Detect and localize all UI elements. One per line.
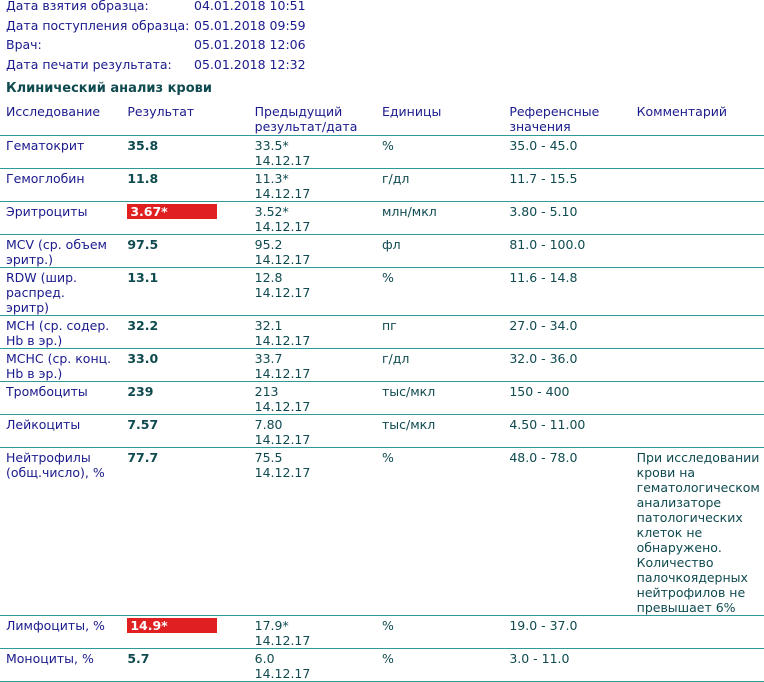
reference-cell: [509, 615, 636, 648]
previous-value: 95.2: [254, 236, 283, 252]
previous-value: 75.5: [254, 449, 283, 465]
result-cell: [127, 168, 254, 201]
comment-cell: [637, 648, 764, 681]
reference-range: 27.0 - 34.0: [509, 317, 578, 333]
result-value: 35.8: [127, 137, 159, 153]
test-name: Эритроциты: [6, 203, 88, 219]
header-reference: [509, 102, 636, 135]
table-row: [0, 447, 764, 615]
units-cell: [382, 315, 509, 348]
test-name: Гемоглобин: [6, 170, 85, 186]
test-name-cell: [0, 315, 127, 348]
test-name-cell: [0, 267, 127, 315]
header-reference-line1: Референсные: [509, 104, 600, 119]
test-name-line2: эритр): [6, 299, 50, 315]
units-cell: [382, 168, 509, 201]
table-row: [0, 348, 764, 381]
reference-cell: [509, 168, 636, 201]
comment-cell: [637, 315, 764, 348]
comment-cell: [637, 201, 764, 234]
test-name-cell: [0, 648, 127, 681]
previous-date: 14.12.17: [254, 284, 311, 300]
header-reference-line2: значения: [509, 119, 571, 134]
result-value: 7.57: [127, 416, 159, 432]
table-row: [0, 414, 764, 447]
test-name-cell: [0, 414, 127, 447]
result-cell: [127, 381, 254, 414]
result-value: 239: [127, 383, 154, 399]
reference-range: 150 - 400: [509, 383, 570, 399]
previous-date: 14.12.17: [254, 632, 311, 648]
previous-value: 32.1: [254, 317, 283, 333]
reference-cell: [509, 381, 636, 414]
previous-date: 14.12.17: [254, 185, 311, 201]
test-name: Гематокрит: [6, 137, 85, 153]
result-value: 77.7: [127, 449, 159, 465]
test-name-cell: [0, 168, 127, 201]
test-name-cell: [0, 348, 127, 381]
test-name-cell: [0, 201, 127, 234]
previous-cell: [255, 414, 382, 447]
comment-cell: [637, 381, 764, 414]
reference-cell: [509, 447, 636, 615]
previous-date: 14.12.17: [254, 431, 311, 447]
reference-cell: [509, 135, 636, 168]
result-cell: [127, 234, 254, 267]
previous-date: 14.12.17: [254, 332, 311, 348]
reference-range: 19.0 - 37.0: [509, 617, 578, 633]
reference-range: 11.6 - 14.8: [509, 269, 578, 285]
previous-date: 14.12.17: [254, 398, 311, 414]
units-cell: [382, 381, 509, 414]
test-name-cell: [0, 135, 127, 168]
table-row: [0, 168, 764, 201]
result-value: 32.2: [127, 317, 159, 333]
comment-cell: [637, 135, 764, 168]
header-comment: [637, 102, 764, 135]
previous-value: 33.7: [254, 350, 283, 366]
header-units-label: Единицы: [381, 104, 442, 119]
table-row: [0, 615, 764, 648]
units: %: [381, 137, 394, 153]
result-value: 33.0: [127, 350, 159, 366]
previous-cell: [255, 135, 382, 168]
previous-value: 33.5*: [254, 137, 289, 153]
units-cell: [382, 201, 509, 234]
units-cell: [382, 267, 509, 315]
table-row: [0, 267, 764, 315]
meta-value: 05.01.2018 12:32: [194, 56, 306, 72]
units-cell: [382, 135, 509, 168]
reference-cell: [509, 315, 636, 348]
reference-cell: [509, 414, 636, 447]
units-cell: [382, 615, 509, 648]
previous-cell: [255, 381, 382, 414]
reference-range: 81.0 - 100.0: [509, 236, 586, 252]
previous-value: 6.0: [254, 650, 275, 666]
results-table: [0, 102, 764, 682]
previous-cell: [255, 201, 382, 234]
reference-range: 11.7 - 15.5: [509, 170, 578, 186]
units: фл: [381, 236, 401, 252]
previous-date: 14.12.17: [254, 665, 311, 681]
previous-date: 14.12.17: [254, 464, 311, 480]
table-row: [0, 234, 764, 267]
meta-value: 05.01.2018 09:59: [194, 17, 306, 33]
header-previous-line1: Предыдущий: [254, 104, 343, 119]
test-name-cell: [0, 381, 127, 414]
meta-value: 05.01.2018 12:06: [194, 37, 306, 52]
result-cell: [127, 648, 254, 681]
comment-cell: [637, 447, 764, 615]
test-name-line2: (общ.число), %: [6, 464, 105, 480]
reference-cell: [509, 348, 636, 381]
result-cell: [127, 348, 254, 381]
previous-value: 213: [254, 383, 279, 399]
units-cell: [382, 348, 509, 381]
reference-range: 35.0 - 45.0: [509, 137, 578, 153]
units: тыс/мкл: [381, 416, 436, 432]
previous-value: 3.52*: [254, 203, 289, 219]
comment-text: При исследовании крови на гематологическом анализаторе патологических клеток не обнаружено. Количество палочкоядерных нейтрофилов не превышает 6%: [636, 449, 760, 615]
test-name: MCH (ср. содер. Hb в эр.): [6, 317, 110, 348]
result-value: 11.8: [127, 170, 159, 186]
previous-cell: [255, 615, 382, 648]
reference-range: 32.0 - 36.0: [509, 350, 578, 366]
previous-value: 11.3*: [254, 170, 289, 186]
previous-cell: [255, 267, 382, 315]
test-name: Тромбоциты: [6, 383, 88, 399]
reference-range: 3.80 - 5.10: [509, 203, 578, 219]
test-name: RDW (шир. распред.: [6, 269, 77, 300]
reference-cell: [509, 648, 636, 681]
header-result: [127, 102, 254, 135]
result-value: 13.1: [127, 269, 159, 285]
units-cell: [382, 414, 509, 447]
units: г/дл: [381, 350, 410, 366]
meta-value: 04.01.2018 10:51: [194, 0, 306, 13]
units-cell: [382, 648, 509, 681]
reference-range: 3.0 - 11.0: [509, 650, 570, 666]
result-cell: [127, 135, 254, 168]
units-cell: [382, 234, 509, 267]
header-test-label: Исследование: [6, 104, 101, 119]
comment-cell: [637, 267, 764, 315]
table-header-row: [0, 102, 764, 135]
result-cell: [127, 414, 254, 447]
result-cell: [127, 201, 254, 234]
test-name: Нейтрофилы: [6, 449, 91, 465]
units-cell: [382, 447, 509, 615]
table-row: [0, 648, 764, 681]
table-row: [0, 315, 764, 348]
test-name-cell: [0, 234, 127, 267]
meta-label: Дата печати результата:: [6, 56, 172, 72]
test-name: MCHC (ср. конц. Hb в эр.): [6, 350, 112, 381]
test-name-cell: [0, 447, 127, 615]
result-cell: [127, 267, 254, 315]
previous-cell: [255, 447, 382, 615]
units: тыс/мкл: [381, 383, 436, 399]
test-name: Лейкоциты: [6, 416, 81, 432]
comment-cell: [637, 414, 764, 447]
comment-cell: [637, 615, 764, 648]
header-test: [0, 102, 127, 135]
header-previous-line2: результат/дата: [254, 119, 358, 134]
units: %: [381, 449, 394, 465]
previous-date: 14.12.17: [254, 218, 311, 234]
meta-label: Дата взятия образца:: [6, 0, 149, 13]
result-value: 97.5: [127, 236, 159, 252]
result-value-flagged: 14.9*: [127, 618, 217, 633]
test-name: Моноциты, %: [6, 650, 94, 666]
previous-cell: [255, 648, 382, 681]
test-name-cell: [0, 615, 127, 648]
comment-cell: [637, 168, 764, 201]
table-row: [0, 381, 764, 414]
previous-value: 12.8: [254, 269, 283, 285]
previous-cell: [255, 315, 382, 348]
reference-cell: [509, 201, 636, 234]
previous-date: 14.12.17: [254, 365, 311, 381]
previous-date: 14.12.17: [254, 152, 311, 168]
previous-value: 17.9*: [254, 617, 289, 633]
meta-label: Дата поступления образца:: [6, 17, 190, 33]
result-cell: [127, 615, 254, 648]
previous-cell: [255, 168, 382, 201]
meta-label: Врач:: [6, 37, 42, 52]
units: %: [381, 617, 394, 633]
reference-cell: [509, 267, 636, 315]
section-title: Клинический анализ крови: [6, 81, 212, 96]
table-row: [0, 201, 764, 234]
reference-range: 4.50 - 11.00: [509, 416, 586, 432]
previous-cell: [255, 348, 382, 381]
result-value: 5.7: [127, 650, 150, 666]
result-cell: [127, 315, 254, 348]
units: %: [381, 269, 394, 285]
previous-cell: [255, 234, 382, 267]
result-value-flagged: 3.67*: [127, 204, 217, 219]
header-result-label: Результат: [127, 104, 195, 119]
units: пг: [381, 317, 397, 333]
units: млн/мкл: [381, 203, 437, 219]
reference-cell: [509, 234, 636, 267]
units: г/дл: [381, 170, 410, 186]
table-row: [0, 135, 764, 168]
units: %: [381, 650, 394, 666]
previous-value: 7.80: [254, 416, 283, 432]
header-previous: [255, 102, 382, 135]
comment-cell: [637, 348, 764, 381]
header-units: [382, 102, 509, 135]
test-name: Лимфоциты, %: [6, 617, 105, 633]
comment-cell: [637, 234, 764, 267]
header-comment-label: Комментарий: [636, 104, 728, 119]
reference-range: 48.0 - 78.0: [509, 449, 578, 465]
result-cell: [127, 447, 254, 615]
previous-date: 14.12.17: [254, 251, 311, 267]
test-name: MCV (ср. объем эритр.): [6, 236, 107, 267]
